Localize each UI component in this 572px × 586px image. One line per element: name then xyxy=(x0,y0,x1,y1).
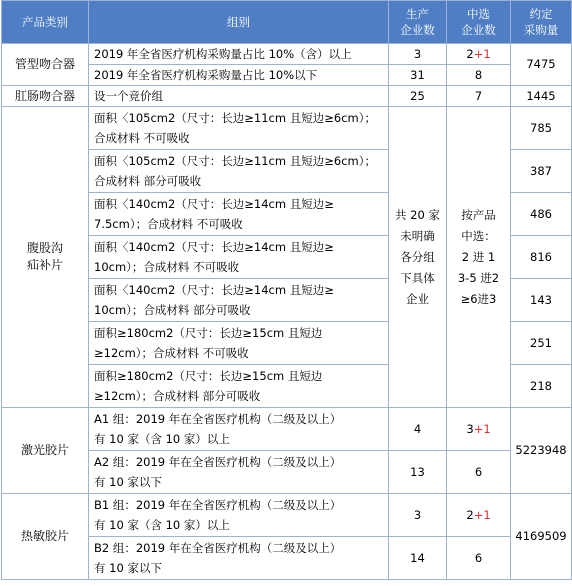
group-cell: B1 组：2019 年在全省医疗机构（二级及以上） 有 10 家（含 10 家）以上 xyxy=(89,494,389,537)
volume-cell: 4169509 xyxy=(511,494,572,580)
volume-cell: 816 xyxy=(511,236,572,279)
group-cell: B2 组：2019 年在全省医疗机构（二级及以上） 有 10 家以下 xyxy=(89,537,389,580)
category-cell: 激光胶片 xyxy=(2,408,89,494)
producers-cell: 13 xyxy=(389,451,447,494)
category-cell: 肛肠吻合器 xyxy=(2,86,89,107)
producers-cell: 3 xyxy=(389,494,447,537)
group-cell: 面积≥180cm2（尺寸：长边≥15cm 且短边 ≥12cm）；合成材料 部分可吸收 xyxy=(89,365,389,408)
group-cell: 面积〈140cm2（尺寸：长边≥14cm 且短边≥ 7.5cm）；合成材料 不可吸收 xyxy=(89,193,389,236)
group-cell: 面积〈105cm2（尺寸：长边≥11cm 且短边≥6cm）； 合成材料 部分可吸收 xyxy=(89,150,389,193)
producers-cell: 14 xyxy=(389,537,447,580)
category-cell: 腹股沟 疝补片 xyxy=(2,107,89,408)
volume-cell: 5223948 xyxy=(511,408,572,494)
header-producers: 生产 企业数 xyxy=(389,1,447,44)
group-cell: A1 组：2019 年在全省医疗机构（二级及以上） 有 10 家（含 10 家）以上 xyxy=(89,408,389,451)
selected-note-cell: 按产品 中选： 2 进 1 3-5 进2 ≥6进3 xyxy=(447,107,511,408)
volume-cell: 785 xyxy=(511,107,572,150)
header-group: 组别 xyxy=(89,1,389,44)
group-cell: 面积≥180cm2（尺寸：长边≥15cm 且短边 ≥12cm）；合成材料 不可吸收 xyxy=(89,322,389,365)
producers-cell: 25 xyxy=(389,86,447,107)
volume-cell: 218 xyxy=(511,365,572,408)
group-cell: 2019 年全省医疗机构采购量占比 10%（含）以上 xyxy=(89,44,389,65)
selected-cell: 7 xyxy=(447,86,511,107)
group-cell: 面积〈140cm2（尺寸：长边≥14cm 且短边≥ 10cm）；合成材料 不可吸收 xyxy=(89,236,389,279)
table-row xyxy=(2,494,572,537)
header-volume: 约定 采购量 xyxy=(511,1,572,44)
header-selected: 中选 企业数 xyxy=(447,1,511,44)
group-cell: 设一个竞价组 xyxy=(89,86,389,107)
volume-cell: 7475 xyxy=(511,44,572,86)
table-row xyxy=(2,86,572,107)
table-row xyxy=(2,44,572,65)
producers-cell: 4 xyxy=(389,408,447,451)
category-cell: 热敏胶片 xyxy=(2,494,89,580)
selected-cell: 2+1 xyxy=(447,494,511,537)
header-row xyxy=(2,1,572,44)
group-cell: 2019 年全省医疗机构采购量占比 10%以下 xyxy=(89,65,389,86)
volume-cell: 143 xyxy=(511,279,572,322)
selected-cell: 6 xyxy=(447,537,511,580)
procurement-table xyxy=(1,0,572,580)
group-cell: 面积〈140cm2（尺寸：长边≥14cm 且短边≥ 10cm）；合成材料 部分可吸收 xyxy=(89,279,389,322)
volume-cell: 387 xyxy=(511,150,572,193)
category-cell: 管型吻合器 xyxy=(2,44,89,86)
header-category: 产品类别 xyxy=(2,1,89,44)
producers-cell: 3 xyxy=(389,44,447,65)
selected-cell: 3+1 xyxy=(447,408,511,451)
selected-cell: 8 xyxy=(447,65,511,86)
table-row xyxy=(2,408,572,451)
group-cell: 面积〈105cm2（尺寸：长边≥11cm 且短边≥6cm）； 合成材料 不可吸收 xyxy=(89,107,389,150)
volume-cell: 1445 xyxy=(511,86,572,107)
producers-cell: 31 xyxy=(389,65,447,86)
table-row xyxy=(2,107,572,150)
selected-cell: 2+1 xyxy=(447,44,511,65)
group-cell: A2 组：2019 年在全省医疗机构（二级及以上） 有 10 家以下 xyxy=(89,451,389,494)
volume-cell: 251 xyxy=(511,322,572,365)
producers-note-cell: 共 20 家 未明确 各分组 下具体 企业 xyxy=(389,107,447,408)
selected-cell: 6 xyxy=(447,451,511,494)
volume-cell: 486 xyxy=(511,193,572,236)
